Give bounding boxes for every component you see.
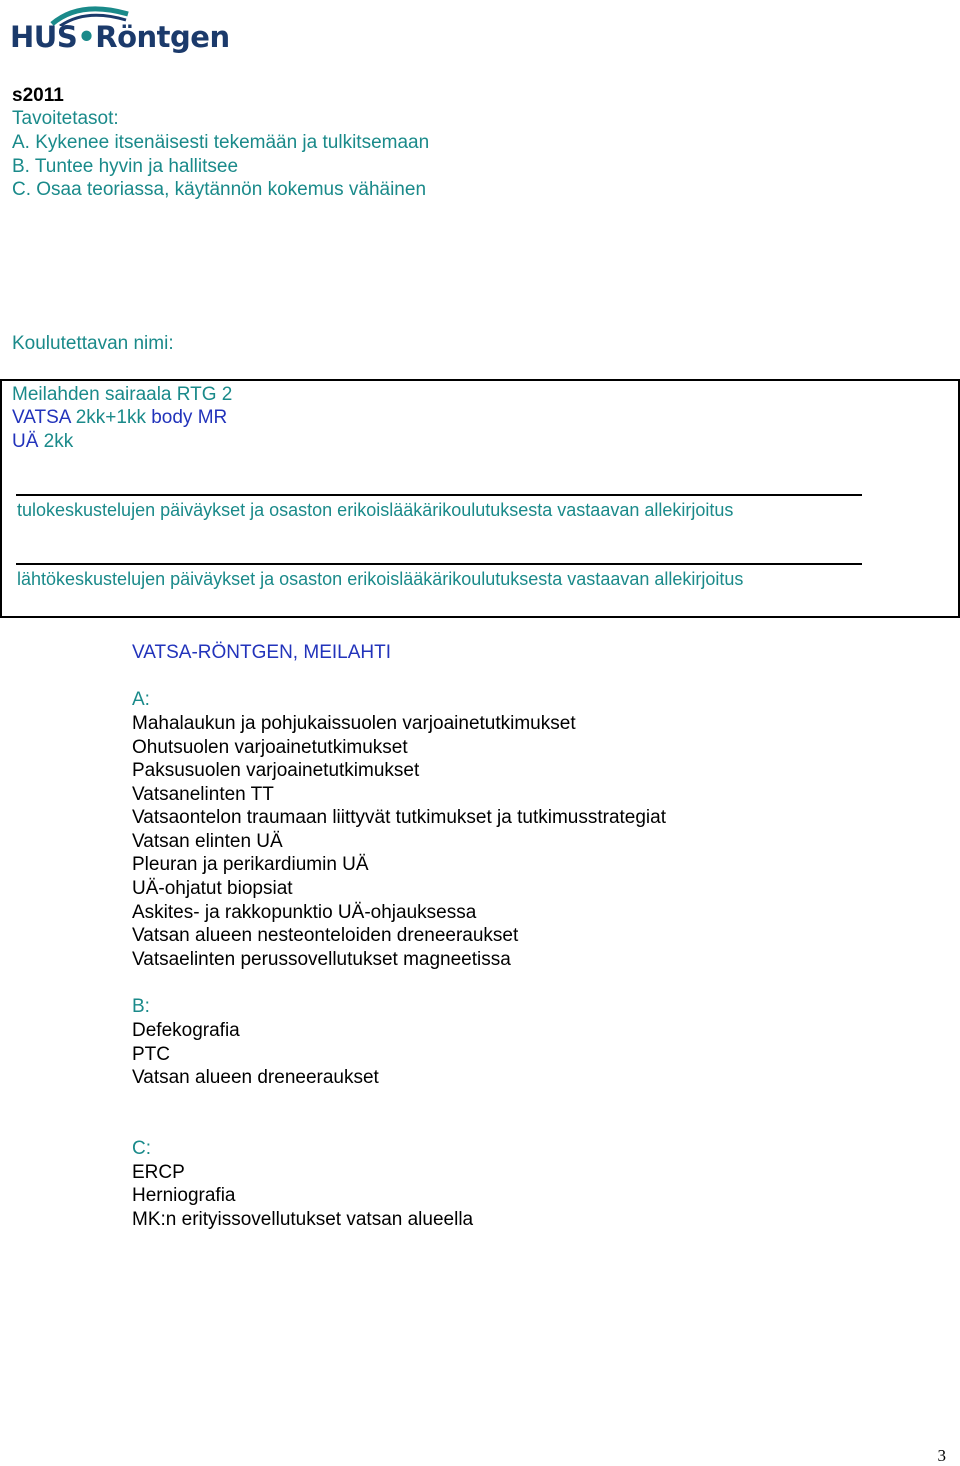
page-number: 3 <box>937 1446 946 1465</box>
duration-body-mr: body MR <box>151 407 228 428</box>
section-title: VATSA-RÖNTGEN, MEILAHTI <box>132 642 391 663</box>
logo-text-hus: HUS <box>10 20 78 54</box>
group-b-item: Defekografia <box>132 1020 240 1041</box>
group-b-item: PTC <box>132 1044 170 1065</box>
logo-text <box>10 20 230 54</box>
group-a-label: A: <box>132 689 150 710</box>
levels-title: Tavoitetasot: <box>12 108 119 129</box>
group-c-item: ERCP <box>132 1162 185 1183</box>
duration-months: 2kk+1kk <box>70 407 152 428</box>
group-c-item: MK:n erityissovellutukset vatsan alueella <box>132 1209 474 1230</box>
group-c-label: C: <box>132 1138 151 1159</box>
trainee-name-label: Koulutettavan nimi: <box>12 333 174 354</box>
group-a-item: Ohutsuolen varjoainetutkimukset <box>132 737 408 758</box>
group-b-label: B: <box>132 996 150 1017</box>
ultrasound-label: UÄ <box>12 431 39 452</box>
signature-line-start <box>16 494 862 496</box>
group-a-item: Vatsan elinten UÄ <box>132 831 283 852</box>
group-a-item: Vatsaelinten perussovellutukset magneetissa <box>132 949 511 970</box>
group-a-item: Paksusuolen varjoainetutkimukset <box>132 760 420 781</box>
document-code: s2011 <box>12 85 64 106</box>
group-a-item: Vatsaontelon traumaan liittyvät tutkimukset ja tutkimusstrategiat <box>132 807 667 828</box>
ultrasound-months: 2kk <box>38 431 74 452</box>
group-a-item: Askites- ja rakkopunktio UÄ-ohjauksessa <box>132 902 477 923</box>
hospital-line: Meilahden sairaala RTG 2 <box>12 384 233 405</box>
logo-text-rontgen: Röntgen <box>95 20 230 54</box>
duration-vatsa: VATSA <box>12 407 71 428</box>
group-a-item: Mahalaukun ja pohjukaissuolen varjoainetutkimukset <box>132 713 576 734</box>
group-b-item: Vatsan alueen dreneeraukset <box>132 1067 379 1088</box>
signature-caption-end: lähtökeskustelujen päiväykset ja osaston erikoislääkärikoulutuksesta vastaavan allekirjoitus <box>17 569 744 589</box>
level-c: C. Osaa teoriassa, käytännön kokemus vähäinen <box>12 179 427 200</box>
duration-line <box>12 406 227 429</box>
signature-caption-start: tulokeskustelujen päiväykset ja osaston erikoislääkärikoulutuksesta vastaavan allekirjoitus <box>17 500 734 520</box>
group-a-item: UÄ-ohjatut biopsiat <box>132 878 293 899</box>
group-a-item: Vatsan alueen nesteonteloiden dreneeraukset <box>132 925 519 946</box>
group-a-item: Vatsanelinten TT <box>132 784 274 805</box>
group-c-item: Herniografia <box>132 1185 236 1206</box>
level-a: A. Kykenee itsenäisesti tekemään ja tulkitsemaan <box>12 132 430 153</box>
hus-rontgen-logo <box>10 4 230 70</box>
group-a-item: Pleuran ja perikardiumin UÄ <box>132 854 369 875</box>
signature-line-end <box>16 563 862 565</box>
level-b: B. Tuntee hyvin ja hallitsee <box>12 156 239 177</box>
ultrasound-line <box>12 430 73 453</box>
logo-dot: • <box>77 20 96 54</box>
